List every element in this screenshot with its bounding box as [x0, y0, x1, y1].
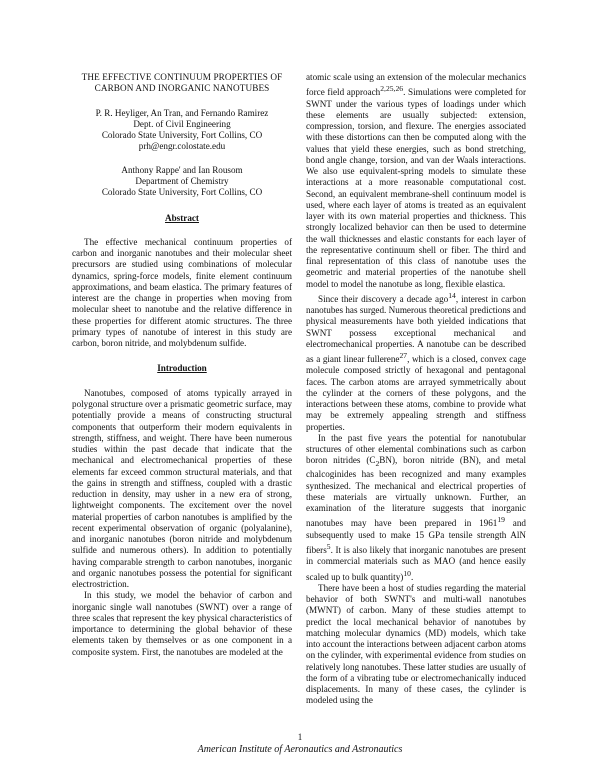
citation-superscript: 5 [326, 542, 331, 552]
chemical-subscript: 2 [375, 459, 380, 469]
right-paragraph-2 [306, 290, 526, 433]
text-run: Since their discovery a decade ago [318, 293, 449, 304]
author-email[interactable]: prh@engr.colostate.edu [138, 141, 226, 152]
citation-superscript: 27 [399, 351, 408, 361]
text-run: , interest in carbon nanotubes has surged. Numerous theoretical predictions and physical measurements have both yielded indications that SWNT possess exceptional mechanical and electromechanical properties. A nanotube can be described as a giant linear fullerene [306, 293, 526, 365]
footer-organization: American Institute of Aeronautics and Astronautics [197, 744, 403, 755]
author-university-2: Colorado State University, Fort Collins, CO [101, 187, 263, 198]
author-dept-2: Department of Chemistry [135, 176, 229, 187]
right-column [306, 72, 526, 707]
author-block-2 [72, 165, 292, 199]
author-names-1: P. R. Heyliger, An Tran, and Fernando Ramirez [95, 107, 269, 118]
page-number: 1 [297, 732, 303, 742]
text-run: and subsequently used to make 15 GPa tensile strength AlN fibers [306, 518, 526, 556]
text-run: . It is also likely that inorganic nanotubes are present in commercial materials such as MAO (and hence easily scaled up to bulk quantity) [306, 545, 526, 582]
author-dept-1: Dept. of Civil Engineering [133, 118, 231, 129]
citation-superscript: 14 [448, 290, 456, 300]
text-run: atomic scale using an extension of the molecular mechanics force field approach [306, 72, 526, 98]
intro-paragraph-1: Nanotubes, composed of atoms typically arrayed in polygonal structure over a prismatic geometric surface, may potentially provide a means of constructing structural components that outperform their modern equivalents in strength, stiffness, and weight. There have been numerous studies within the past decade that indicate that the mechanical and electromechanical properties of these elements far exceed common structural materials, and that the gains in strength and stiffness, coupled with a drastic reduction in density, may usher in a new era of strong, lightweight components. The excitement over the novel material properties of carbon nanotubes is amplified by the recent experimental observation of organic (polyalanine), and inorganic nanotubes (boron nitride and molybdenum sulfide and numerous others). In addition to potentially having comparable strength to carbon nanotubes, inorganic and organic nanotubes possess the potential for significant electrostriction. [72, 387, 292, 590]
citation-superscript: 2,25,26 [380, 84, 404, 94]
author-university-1: Colorado State University, Fort Collins, CO [101, 130, 263, 141]
text-run: . [410, 571, 414, 582]
intro-paragraph-2: In this study, we model the behavior of carbon and inorganic single wall nanotubes (SWNT) over a range of three scales that represent the key physical characteristics of importance to determining the global behavior of these elements taken by themselves or as one component in a composite system. First, the nanotubes are modeled at the [72, 590, 292, 657]
text-run: BN), boron nitride (BN), and metal chalcoginides has been recognized and many examples synthesized. The mechanical and electrical properties of these materials are virtually unknown. Further, an examination of the literature suggests that inorganic nanotubes may have been prepared in 1961 [306, 455, 526, 529]
paper-title: THE EFFECTIVE CONTINUUM PROPERTIES OF CARBON AND INORGANIC NANOTUBES [81, 72, 283, 94]
abstract-text: The effective mechanical continuum properties of carbon and inorganic nanotubes and their molecular sheet precursors are studied using combinations of molecular dynamics, spring-force models, finite element continuum approximations, and beam elastica. The primary features of interest are the change in properties when moving from molecular sheet to nanotube and the relative difference in these properties for different atomic structures. The three primary types of nanotube of interest in this study are carbon, boron nitride, and molybdenum sulfide. [72, 236, 292, 349]
right-paragraph-continued [306, 72, 526, 290]
right-paragraph-4: There have been a host of studies regarding the material behavior of both SWNT's and multi-wall nanotubes (MWNT) of carbon. Many of these studies attempt to predict the local mechanical behavior of nanotubes by matching molecular dynamics (MD) models, which take into account the interactions between adjacent carbon atoms on the cylinder, with experimental evidence from studies on relatively long nanotubes. These latter studies are usually of the form of a vibrating tube or electromechanically induced displacements. In many of these cases, the cylinder is modeled using the [306, 582, 526, 706]
author-names-2: Anthony Rappe' and Ian Rousom [121, 164, 243, 175]
text-run: In the past five years the potential for nanotubular structures of other elemental combinations such as carbon boron nitrides (C [306, 432, 526, 466]
text-run: , which is a closed, convex cage molecule composed strictly of hexagonal and pentagonal faces. The carbon atoms are arrayed symmetrically about the cylinder at the corners of these polygons, and the interactions between these atoms, combine to provide what may be extremely appealing strength and stiffness properties. [306, 354, 527, 432]
text-run: . Simulations were completed for SWNT under the various types of loadings under which these elements are usually subjected: extension, compression, torsion, and flexure. The energies associated with these distortions can then be computed along with the values that yield these energies, such as bond stretching, bond angle change, torsion, and van der Waals interactions. We also use equivalent-spring models to simulate these interactions at a more reasonable computational cost. Second, an equivalent membrane-shell continuum model is used, where each layer of atoms is treated as an equivalent layer with its own material properties and thickness. This strongly localized behavior can then be used to determine the wall thicknesses and elastic constants for each layer of the representative continuum shell or fiber. The third and final representation of this class of nanotube uses the geometric and material properties of the nanotube shell model to model the nanotube as long, flexible elastica. [306, 87, 526, 289]
right-paragraph-3 [306, 433, 526, 583]
citation-superscript: 19 [497, 515, 505, 525]
abstract-heading: Abstract [165, 212, 199, 223]
left-column [72, 72, 292, 658]
introduction-heading: Introduction [157, 363, 207, 374]
citation-superscript: 10 [403, 568, 411, 578]
author-block-1 [72, 108, 292, 153]
